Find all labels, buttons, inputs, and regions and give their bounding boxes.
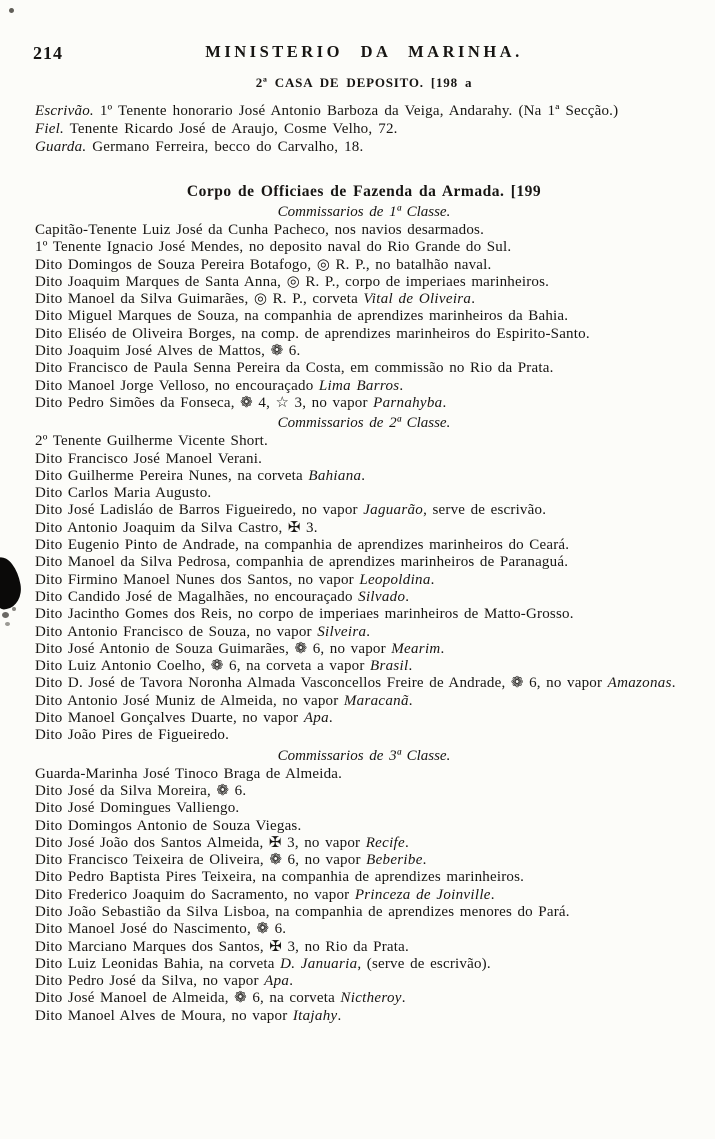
entry-line: Dito Candido José de Magalhães, no encouraçado Silvado. [35,588,410,605]
staff-role: Guarda. [35,139,87,155]
page-title: MINISTERIO DA MARINHA. [205,42,523,61]
ink-speck [12,607,16,611]
staff-role: Fiel. [35,121,64,137]
staff-role: Escrivão. [35,103,94,119]
entry-line: Dito Eugenio Pinto de Andrade, na companhia de aprendizes marinheiros do Ceará. [35,537,570,554]
corps-title: Corpo de Officiaes de Fazenda da Armada. [199 [186,183,542,200]
entry-line: Dito Carlos Maria Augusto. [35,485,212,502]
entry-line: Guarda-Marinha José Tinoco Braga de Almeida. [35,765,343,782]
entry-line: Dito José Ladisláo de Barros Figueiredo, no vapor Jaguarão, serve de escrivão. [35,502,547,519]
entry-line: Dito Guilherme Pereira Nunes, na corveta Bahiana. [35,467,366,484]
entry-line: Dito José Antonio de Souza Guimarães, ❁ 6, no vapor Mearim. [35,640,445,657]
entry-line: Dito Manoel da Silva Guimarães, ◎ R. P., corveta Vital de Oliveira. [35,291,476,308]
entry-line: Dito Firmino Manoel Nunes dos Santos, no vapor Leopoldina. [35,571,435,588]
entry-line: Dito Luiz Antonio Coelho, ❁ 6, na corveta a vapor Brasil. [35,658,413,675]
ink-speck [9,8,14,13]
entry-line: 2º Tenente Guilherme Vicente Short. [35,433,269,450]
ink-speck [5,622,10,626]
entry-line: Dito Domingos de Souza Pereira Botafogo, ◎ R. P., no batalhão naval. [35,256,492,273]
entry-line: Dito Antonio Francisco de Souza, no vapor Silveira. [35,623,371,640]
entry-line: Dito Pedro José da Silva, no vapor Apa. [35,973,294,990]
entry-line: Dito José Domingues Valliengo. [35,800,240,817]
classes [35,204,693,1025]
entry-line: Dito Francisco de Paula Senna Pereira da Costa, em commissão no Rio da Prata. [35,360,554,377]
entry-line: 1º Tenente Ignacio José Mendes, no deposito naval do Rio Grande do Sul. [35,239,512,256]
staff-line: Escrivão. 1º Tenente honorario José Antonio Barboza da Veiga, Andarahy. (Na 1ª Secção.) [35,103,619,119]
entry-line: Dito Domingos Antonio de Souza Viegas. [35,817,302,834]
entry-line: Dito Joaquim José Alves de Mattos, ❁ 6. [35,343,301,360]
entry-line: Dito Antonio Joaquim da Silva Castro, ✠ 3. [35,519,318,536]
section-subheader: 2ª CASA DE DEPOSITO. [198 a [255,75,473,90]
entry-line: Dito D. José de Tavora Noronha Almada Vasconcellos Freire de Andrade, ❁ 6, no vapor Amazonas. [35,675,676,692]
page-number: 214 [33,43,63,63]
entry-line: Dito Miguel Marques de Souza, na companhia de aprendizes marinheiros da Bahia. [35,308,569,325]
class-title: Commissarios de 2ª Classe. [277,415,451,432]
entry-line: Dito Manoel Alves de Moura, no vapor Itajahy. [35,1007,342,1024]
entry-line: Dito Francisco Teixeira de Oliveira, ❁ 6, no vapor Beberibe. [35,852,427,869]
entry-line: Dito Joaquim Marques de Santa Anna, ◎ R. P., corpo de imperiaes marinheiros. [35,273,550,290]
entry-line: Dito Frederico Joaquim do Sacramento, no vapor Princeza de Joinville. [35,886,495,903]
entry-line: Dito Manoel Gonçalves Duarte, no vapor Apa. [35,710,333,727]
entry-line: Dito Manoel José do Nascimento, ❁ 6. [35,921,287,938]
page-header [35,42,693,64]
entry-line: Dito Marciano Marques dos Santos, ✠ 3, no Rio da Prata. [35,938,409,955]
entry-line: Dito Manoel da Silva Pedrosa, companhia de aprendizes marinheiros de Paranaguá. [35,554,569,571]
entry-line: Dito Antonio José Muniz de Almeida, no vapor Maracanã. [35,692,413,709]
entry-line: Dito Jacintho Gomes dos Reis, no corpo de imperiaes marinheiros de Matto-Grosso. [35,606,574,623]
entry-line: Dito José da Silva Moreira, ❁ 6. [35,782,247,799]
entry-line: Capitão-Tenente Luiz José da Cunha Pacheco, nos navios desarmados. [35,222,485,238]
class-title: Commissarios de 1ª Classe. [277,204,451,220]
entry-line: Dito Pedro Simões da Fonseca, ❁ 4, ☆ 3, no vapor Parnahyba. [35,394,447,411]
entry-line: Dito José Manoel de Almeida, ❁ 6, na corveta Nictheroy. [35,990,406,1007]
entry-line: Dito Luiz Leonidas Bahia, na corveta D. Januaria, (serve de escrivão). [35,955,491,972]
entry-line: Dito Francisco José Manoel Verani. [35,450,263,467]
staff-list [35,102,693,156]
staff-line: Guarda. Germano Ferreira, becco do Carvalho, 18. [35,139,364,155]
entry-line: Dito João Sebastião da Silva Lisboa, na companhia de aprendizes menores do Pará. [35,903,570,920]
ink-speck [2,612,9,618]
entry-line: Dito Eliséo de Oliveira Borges, na comp. de aprendizes marinheiros do Espirito-Santo. [35,325,590,342]
class-title: Commissarios de 3ª Classe. [277,747,451,764]
entry-line: Dito João Pires de Figueiredo. [35,727,230,744]
entry-line: Dito Manoel Jorge Velloso, no encouraçado Lima Barros. [35,377,404,394]
staff-line: Fiel. Tenente Ricardo José de Araujo, Cosme Velho, 72. [35,121,398,137]
entry-line: Dito José João dos Santos Almeida, ✠ 3, no vapor Recife. [35,834,409,851]
entry-line: Dito Pedro Baptista Pires Teixeira, na companhia de aprendizes marinheiros. [35,869,525,886]
